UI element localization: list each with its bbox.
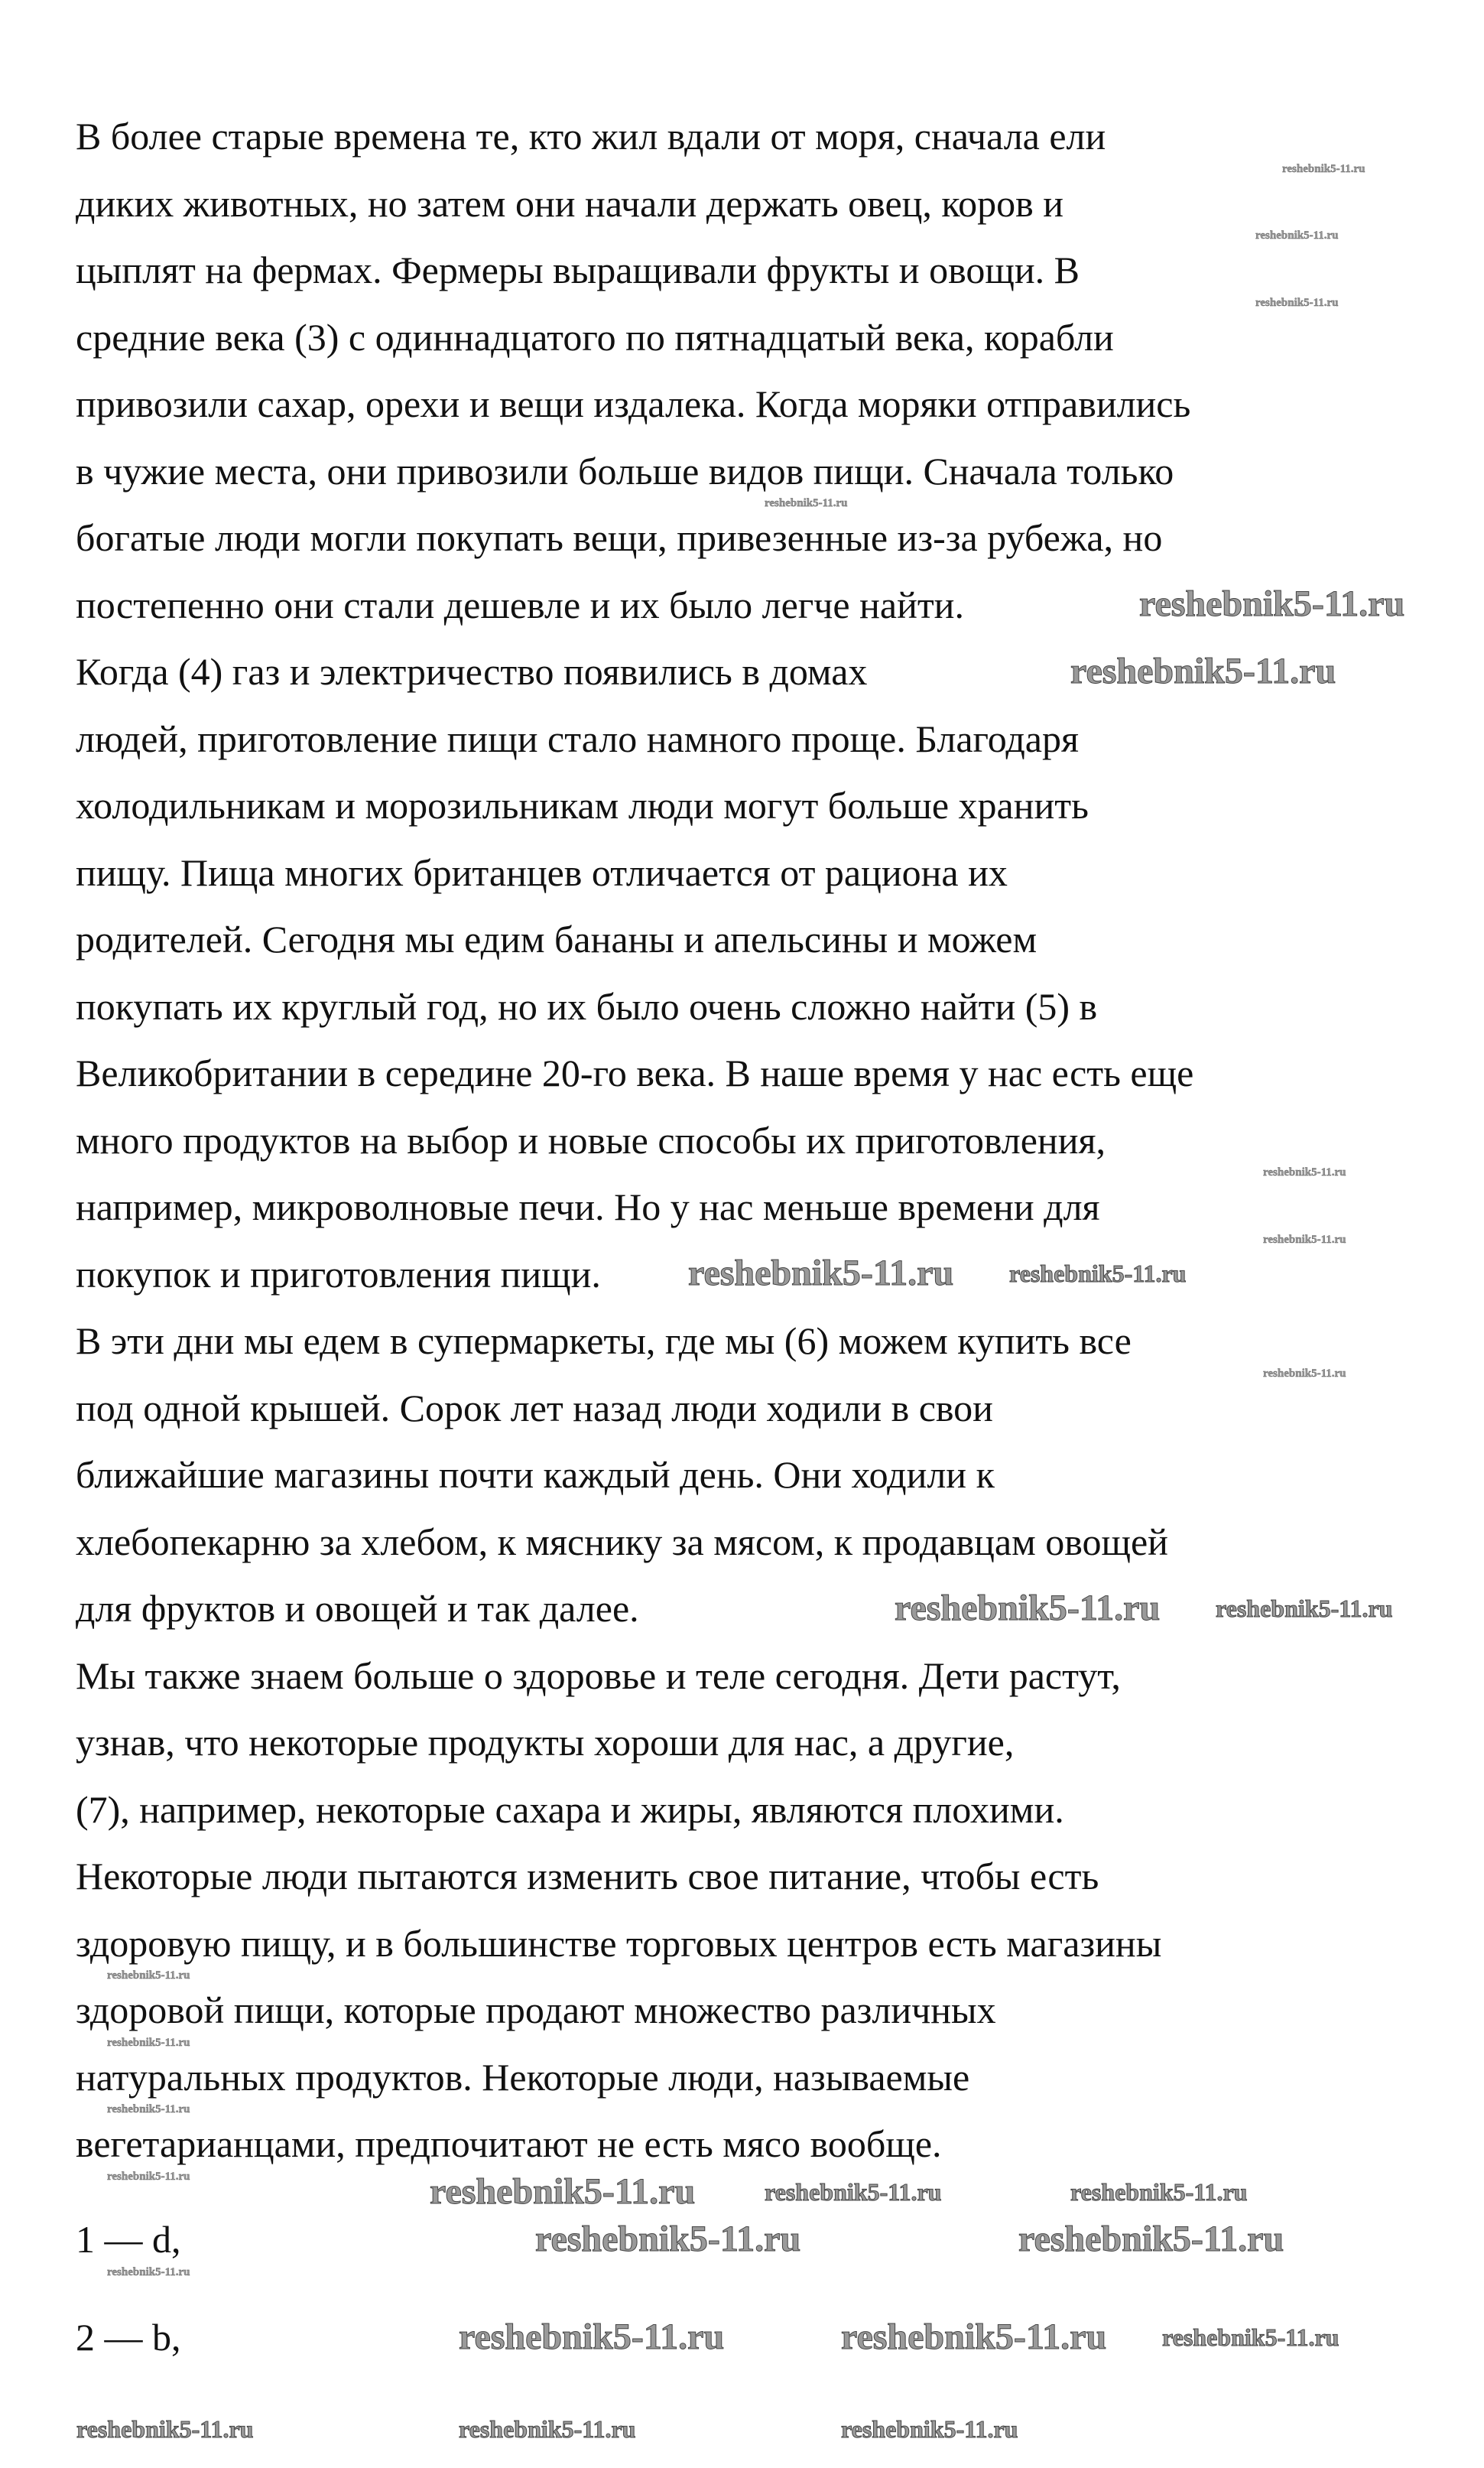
answer-item: 1 — d, — [76, 2218, 181, 2261]
text-line: много продуктов на выбор и новые способы их приготовления, — [76, 1118, 1106, 1162]
watermark: reshebnik5-11.ru — [459, 2317, 725, 2357]
text-line: Некоторые люди пытаются изменить свое питание, чтобы есть — [76, 1855, 1099, 1897]
watermark: reshebnik5-11.ru — [1255, 229, 1339, 242]
text-line: богатые люди могли покупать вещи, привезенные из-за рубежа, но — [76, 516, 1163, 559]
watermark: reshebnik5-11.ru — [1070, 651, 1336, 691]
watermark: reshebnik5-11.ru — [688, 1253, 954, 1293]
text-line: привозили сахар, орехи и вещи издалека. Когда моряки отправились — [76, 382, 1191, 425]
text-line: здоровую пищу, и в большинстве торговых центров есть магазины — [76, 1921, 1162, 1965]
text-line: постепенно они стали дешевле и их было легче найти. — [76, 583, 964, 626]
watermark: reshebnik5-11.ru — [1139, 584, 1405, 624]
text-line: хлебопекарню за хлебом, к мяснику за мясом, к продавцам овощей — [76, 1520, 1168, 1563]
text-line: вегетарианцами, предпочитают не есть мясо вообще. — [76, 2122, 942, 2165]
watermark: reshebnik5-11.ru — [1263, 1234, 1346, 1246]
watermark: reshebnik5-11.ru — [1263, 1166, 1346, 1179]
watermark: reshebnik5-11.ru — [1216, 1595, 1393, 1622]
text-line: (7), например, некоторые сахара и жиры, являются плохими. — [76, 1787, 1064, 1831]
text-line: В более старые времена те, кто жил вдали от моря, сначала ели — [76, 115, 1106, 158]
watermark: reshebnik5-11.ru — [1018, 2219, 1284, 2259]
text-line: людей, приготовление пищи стало намного проще. Благодаря — [76, 717, 1079, 760]
watermark: reshebnik5-11.ru — [895, 1588, 1161, 1628]
text-line: Когда (4) газ и электричество появились в домах — [76, 650, 868, 693]
text-line: ближайшие магазины почти каждый день. Они ходили к — [76, 1453, 995, 1496]
watermark: reshebnik5-11.ru — [107, 2266, 190, 2278]
watermark: reshebnik5-11.ru — [1009, 1260, 1187, 1287]
text-line: для фруктов и овощей и так далее. — [76, 1587, 639, 1630]
watermark: reshebnik5-11.ru — [107, 2170, 190, 2183]
watermark: reshebnik5-11.ru — [430, 2171, 696, 2212]
text-line: пищу. Пища многих британцев отличается от рациона их — [76, 850, 1008, 894]
text-line: В эти дни мы едем в супермаркеты, где мы (6) можем купить все — [76, 1319, 1132, 1362]
watermark: reshebnik5-11.ru — [76, 2415, 254, 2443]
watermark: reshebnik5-11.ru — [1282, 163, 1365, 175]
watermark: reshebnik5-11.ru — [535, 2219, 801, 2259]
text-line: холодильникам и морозильникам люди могут больше хранить — [76, 784, 1089, 827]
text-line: Мы также знаем больше о здоровье и теле сегодня. Дети растут, — [76, 1653, 1121, 1697]
watermark: reshebnik5-11.ru — [1255, 297, 1339, 309]
watermark: reshebnik5-11.ru — [107, 2103, 190, 2115]
watermark: reshebnik5-11.ru — [841, 2317, 1107, 2357]
answer-item: 2 — b, — [76, 2316, 181, 2359]
watermark: reshebnik5-11.ru — [1070, 2178, 1248, 2206]
watermark: reshebnik5-11.ru — [459, 2415, 636, 2443]
watermark: reshebnik5-11.ru — [1263, 1367, 1346, 1380]
text-line: здоровой пищи, которые продают множество различных — [76, 1988, 996, 2031]
text-line: родителей. Сегодня мы едим бананы и апельсины и можем — [76, 918, 1038, 961]
text-line: натуральных продуктов. Некоторые люди, называемые — [76, 2055, 970, 2099]
text-line: в чужие места, они привозили больше видов пищи. Сначала только — [76, 449, 1174, 493]
text-line: Великобритании в середине 20-го века. В наше время у нас есть еще — [76, 1052, 1194, 1094]
watermark: reshebnik5-11.ru — [107, 1969, 190, 1982]
text-line: например, микроволновые печи. Но у нас меньше времени для — [76, 1185, 1100, 1228]
text-line: средние века (3) с одиннадцатого по пятнадцатый века, корабли — [76, 315, 1114, 359]
watermark: reshebnik5-11.ru — [107, 2037, 190, 2049]
text-line: покупать их круглый год, но их было очень сложно найти (5) в — [76, 984, 1098, 1028]
watermark: reshebnik5-11.ru — [841, 2415, 1018, 2443]
text-line: цыплят на фермах. Фермеры выращивали фрукты и овощи. В — [76, 249, 1080, 291]
text-line: под одной крышей. Сорок лет назад люди ходили в свои — [76, 1386, 993, 1429]
watermark: reshebnik5-11.ru — [765, 497, 848, 509]
text-line: диких животных, но затем они начали держать овец, коров и — [76, 181, 1064, 225]
watermark: reshebnik5-11.ru — [1162, 2323, 1339, 2351]
text-line: узнав, что некоторые продукты хороши для нас, а другие, — [76, 1721, 1015, 1764]
text-line: покупок и приготовления пищи. — [76, 1252, 601, 1296]
watermark: reshebnik5-11.ru — [765, 2178, 942, 2206]
